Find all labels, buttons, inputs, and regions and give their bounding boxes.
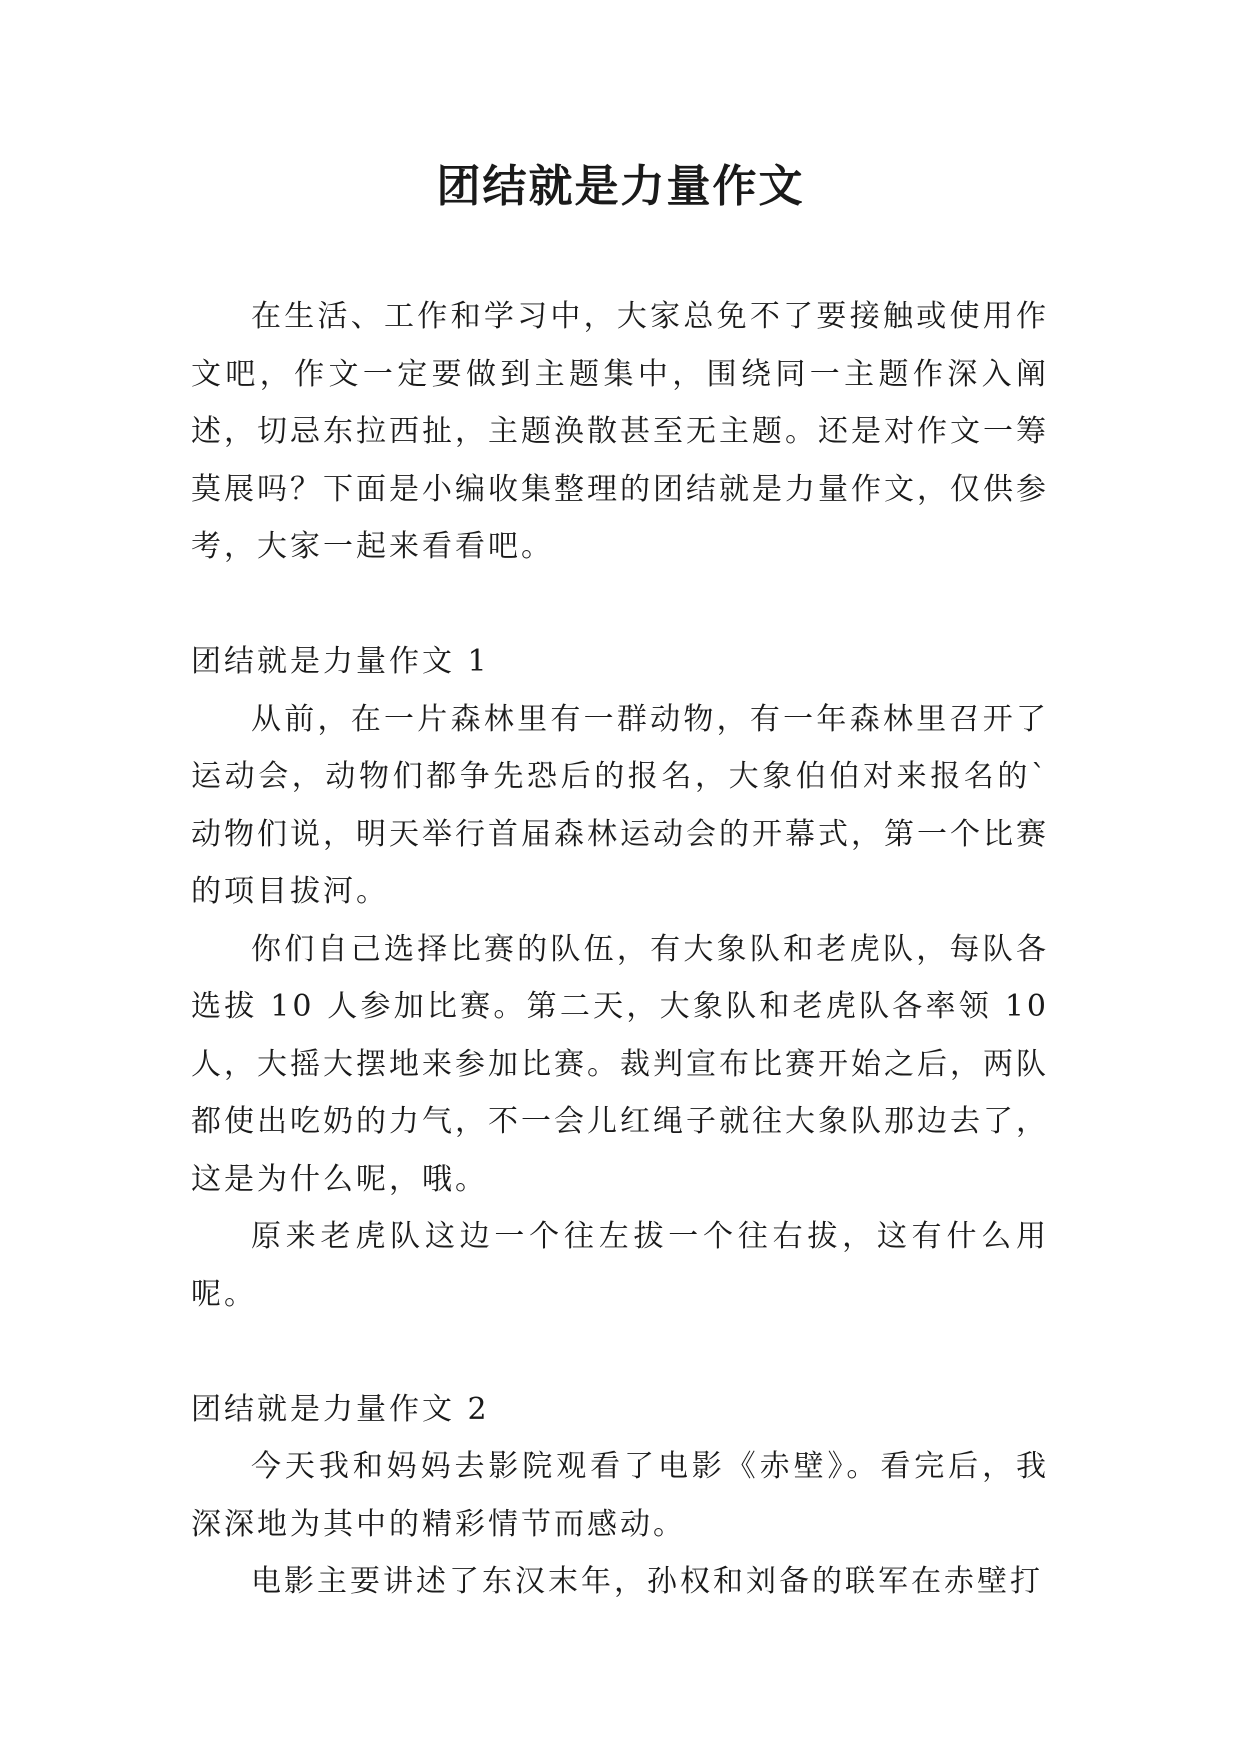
essay-section-1	[191, 633, 1049, 1323]
body-paragraph: 从前，在一片森林里有一群动物，有一年森林里召开了运动会，动物们都争先恐后的报名，大象伯伯对来报名的`动物们说，明天举行首届森林运动会的开幕式，第一个比赛的项目拔河。	[191, 701, 1049, 909]
section-heading: 团结就是力量作文 1	[191, 644, 490, 679]
body-paragraph: 原来老虎队这边一个往左拔一个往右拔，这有什么用呢。	[191, 1219, 1049, 1312]
section-heading: 团结就是力量作文 2	[191, 1391, 490, 1427]
section-spacer	[191, 576, 1049, 634]
body-paragraph: 电影主要讲述了东汉末年，孙权和刘备的联军在赤壁打	[251, 1564, 1043, 1599]
intro-paragraph: 在生活、工作和学习中，大家总免不了要接触或使用作文吧，作文一定要做到主题集中，围绕同一主题作深入阐述，切忌东拉西扯，主题涣散甚至无主题。还是对作文一筹莫展吗？下面是小编收集整理的团结就是力量作文，仅供参考，大家一起来看看吧。	[191, 299, 1049, 564]
body-paragraph: 今天我和妈妈去影院观看了电影《赤壁》。看完后，我深深地为其中的精彩情节而感动。	[191, 1449, 1049, 1542]
document-body	[191, 288, 1049, 1611]
document-title: 团结就是力量作文	[436, 161, 805, 212]
essay-section-2	[191, 1381, 1049, 1611]
section-spacer	[191, 1323, 1049, 1381]
body-paragraph: 你们自己选择比赛的队伍，有大象队和老虎队，每队各选拔 10 人参加比赛。第二天，大象队和老虎队各率领 10 人，大摇大摆地来参加比赛。裁判宣布比赛开始之后，两队都使出吃奶的力气，不一会儿红绳子就往大象队那边去了，这是为什么呢，哦。	[191, 931, 1049, 1197]
